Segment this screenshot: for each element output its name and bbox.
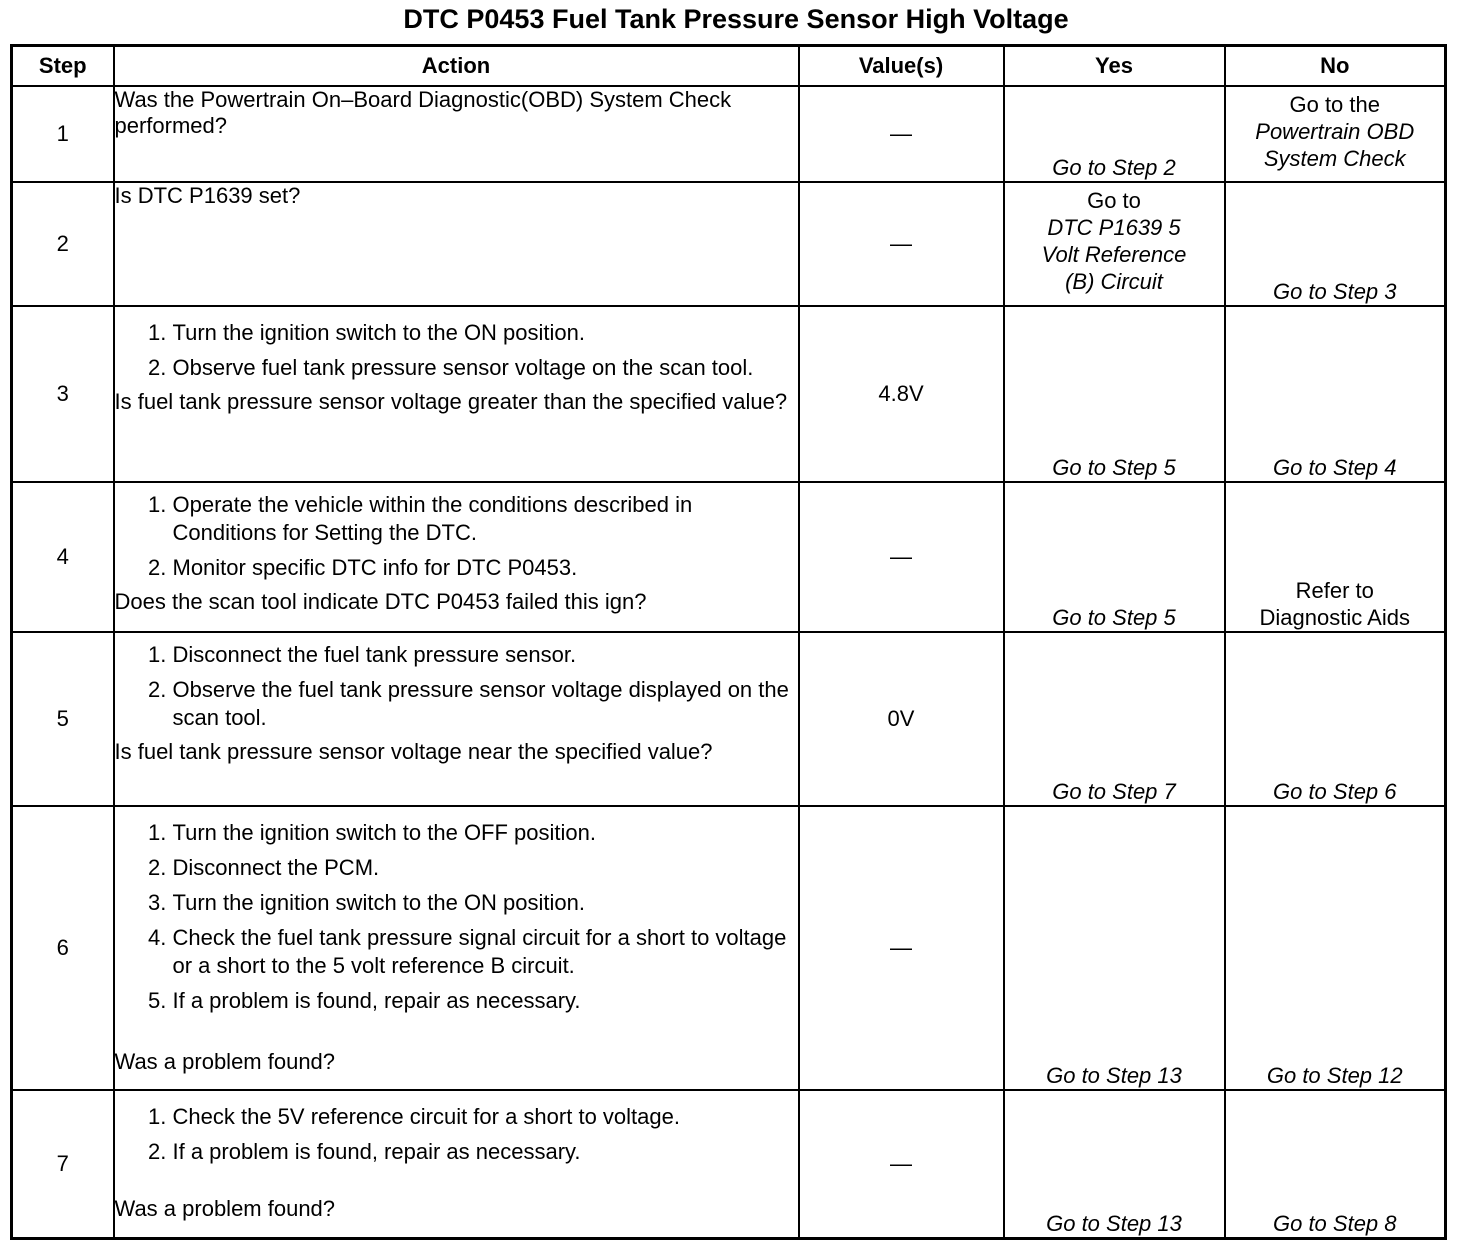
no-cell: [1225, 306, 1446, 482]
action-step: 2. Observe the fuel tank pressure sensor voltage displayed on the scan tool.: [173, 676, 798, 732]
table-row: [12, 182, 1446, 306]
action-question: Was a problem found?: [114, 1049, 336, 1075]
action-steps: [115, 819, 798, 1015]
header-row: [12, 46, 1446, 87]
yes-line: Go to Step 13: [1046, 1211, 1182, 1236]
no-line: System Check: [1263, 146, 1406, 171]
action-question: Was the Powertrain On–Board Diagnostic(OBD) System Check performed?: [114, 87, 732, 138]
action-step: 4. Check the fuel tank pressure signal circuit for a short to voltage or a short to the 5 volt reference B circuit.: [173, 924, 798, 980]
value-cell: —: [799, 86, 1004, 182]
yes-line: Go to Step 7: [1052, 779, 1176, 805]
step-number: 1: [12, 86, 114, 182]
table-row: [12, 306, 1446, 482]
yes-cell: [1004, 482, 1225, 632]
action-steps: [115, 641, 798, 732]
yes-cell: [1004, 632, 1225, 806]
action-question: Was a problem found?: [114, 1196, 336, 1222]
no-line: Refer to: [1295, 578, 1374, 604]
no-line: Go to the: [1289, 92, 1380, 117]
yes-cell: [1004, 182, 1225, 306]
header-step: Step: [12, 46, 114, 87]
action-cell: [114, 86, 799, 182]
step-number: 3: [12, 306, 114, 482]
yes-line: Go to: [1087, 188, 1141, 214]
no-cell: [1225, 806, 1446, 1090]
action-question: Does the scan tool indicate DTC P0453 failed this ign?: [114, 589, 647, 615]
yes-line: Go to Step 2: [1052, 155, 1176, 181]
no-cell: [1225, 86, 1446, 182]
no-line: Go to Step 8: [1272, 1211, 1397, 1236]
table-row: [12, 482, 1446, 632]
action-question: Is fuel tank pressure sensor voltage greater than the specified value?: [114, 389, 788, 415]
no-cell: [1225, 1090, 1446, 1238]
value-cell: —: [799, 182, 1004, 306]
action-cell: [114, 182, 799, 306]
no-line: Powertrain OBD: [1255, 119, 1415, 144]
action-step: 2. Observe fuel tank pressure sensor voltage on the scan tool.: [173, 354, 798, 382]
action-question: Is fuel tank pressure sensor voltage near the specified value?: [114, 739, 713, 765]
table-row: [12, 806, 1446, 1090]
value-cell: —: [799, 1090, 1004, 1238]
action-step: 2. Monitor specific DTC info for DTC P0453.: [173, 554, 798, 582]
action-steps: [115, 491, 798, 582]
action-step: 1. Turn the ignition switch to the OFF position.: [173, 819, 798, 847]
diagnostic-table: [10, 44, 1447, 1240]
yes-line: (B) Circuit: [1065, 269, 1163, 295]
step-number: 5: [12, 632, 114, 806]
action-steps: [115, 319, 798, 382]
action-step: 5. If a problem is found, repair as necessary.: [173, 987, 798, 1015]
action-step: 2. Disconnect the PCM.: [173, 854, 798, 882]
yes-cell: [1004, 1090, 1225, 1238]
action-step: 3. Turn the ignition switch to the ON position.: [173, 889, 798, 917]
yes-line: DTC P1639 5: [1047, 215, 1181, 241]
yes-cell: [1004, 806, 1225, 1090]
action-cell: [114, 806, 799, 1090]
table-row: [12, 1090, 1446, 1238]
yes-line: Volt Reference: [1041, 242, 1187, 268]
action-cell: [114, 1090, 799, 1238]
no-cell: [1225, 182, 1446, 306]
yes-cell: [1004, 86, 1225, 182]
table-row: [12, 632, 1446, 806]
action-steps: [115, 1103, 798, 1166]
step-number: 2: [12, 182, 114, 306]
action-step: 1. Turn the ignition switch to the ON position.: [173, 319, 798, 347]
no-line: Go to Step 4: [1272, 455, 1397, 481]
value-cell: 0V: [799, 632, 1004, 806]
action-step: 1. Operate the vehicle within the conditions described in Conditions for Setting the DTC.: [173, 491, 798, 547]
action-question: Is DTC P1639 set?: [114, 183, 301, 209]
no-line: Go to Step 12: [1266, 1063, 1403, 1089]
no-cell: [1225, 482, 1446, 632]
table-row: [12, 86, 1446, 182]
action-cell: [114, 306, 799, 482]
action-step: 1. Check the 5V reference circuit for a short to voltage.: [173, 1103, 798, 1131]
value-cell: —: [799, 806, 1004, 1090]
yes-cell: [1004, 306, 1225, 482]
action-step: 2. If a problem is found, repair as necessary.: [173, 1138, 798, 1166]
header-action: Action: [114, 46, 799, 87]
action-cell: [114, 482, 799, 632]
value-cell: —: [799, 482, 1004, 632]
yes-line: Go to Step 5: [1052, 455, 1176, 481]
no-cell: [1225, 632, 1446, 806]
yes-line: Go to Step 13: [1046, 1063, 1182, 1089]
header-values: Value(s): [799, 46, 1004, 87]
value-cell: 4.8V: [799, 306, 1004, 482]
page-title: DTC P0453 Fuel Tank Pressure Sensor High Voltage: [403, 4, 1069, 34]
step-number: 6: [12, 806, 114, 1090]
no-line: Go to Step 6: [1272, 779, 1397, 805]
action-cell: [114, 632, 799, 806]
no-line: Go to Step 3: [1272, 279, 1397, 305]
yes-line: Go to Step 5: [1052, 605, 1176, 631]
header-yes: Yes: [1004, 46, 1225, 87]
step-number: 4: [12, 482, 114, 632]
header-no: No: [1225, 46, 1446, 87]
action-step: 1. Disconnect the fuel tank pressure sensor.: [173, 641, 798, 669]
step-number: 7: [12, 1090, 114, 1238]
no-line: Diagnostic Aids: [1259, 605, 1410, 631]
